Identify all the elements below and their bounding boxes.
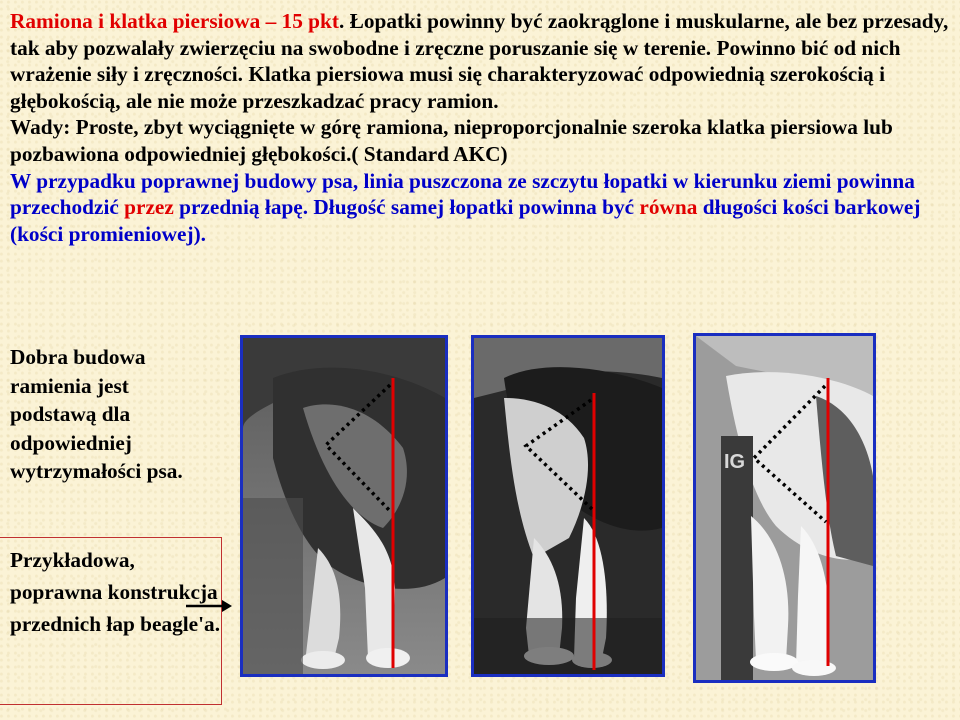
caption-example: Przykładowa, poprawna konstrukcja przednich łap beagle'a. (10, 548, 221, 636)
paragraph-faults: Wady: Proste, zbyt wyciągnięte w górę ramiona, nieproporcjonalnie szeroka klatka piersiowa lub pozbawiona odpowiedniej głębokości.( Standard AKC) (10, 115, 893, 166)
paragraph-construction: W przypadku poprawnej budowy psa, linia puszczona ze szczytu łopatki w kierunku ziemi powinna przechodzić przez przednią łapę. Długość samej łopatki powinna być równa długości kości barkowej (kości promieniowej). (10, 168, 921, 246)
arrow-right-icon (184, 596, 234, 616)
paragraph-description: . Łopatki powinny być zaokrąglone i muskularne, ale bez przesady, tak aby pozwalały zwierzęciu na swobodne i zręczne poruszanie się w terenie. Powinno bić od nich wrażenie siły i zręczności. Klatka piersiowa musi się charakteryzować odpowiednią szerokością i głębokością, ale nie może przeszkadzać pracy ramion. (10, 9, 949, 113)
emphasis-equal: równa (639, 195, 698, 220)
caption-example-box (0, 537, 222, 705)
background-sign-text: IG (724, 451, 746, 473)
emphasis-through: przez (124, 195, 174, 220)
caption-good-shoulder: Dobra budowa ramienia jest podstawą dla odpowiedniej wytrzymałości psa. (10, 345, 183, 483)
beagle-photo-3 (693, 333, 876, 683)
beagle-photo-2 (471, 335, 665, 677)
section-title: Ramiona i klatka piersiowa – 15 pkt (10, 9, 339, 33)
main-text (10, 8, 955, 247)
beagle-photo-1 (240, 335, 448, 677)
